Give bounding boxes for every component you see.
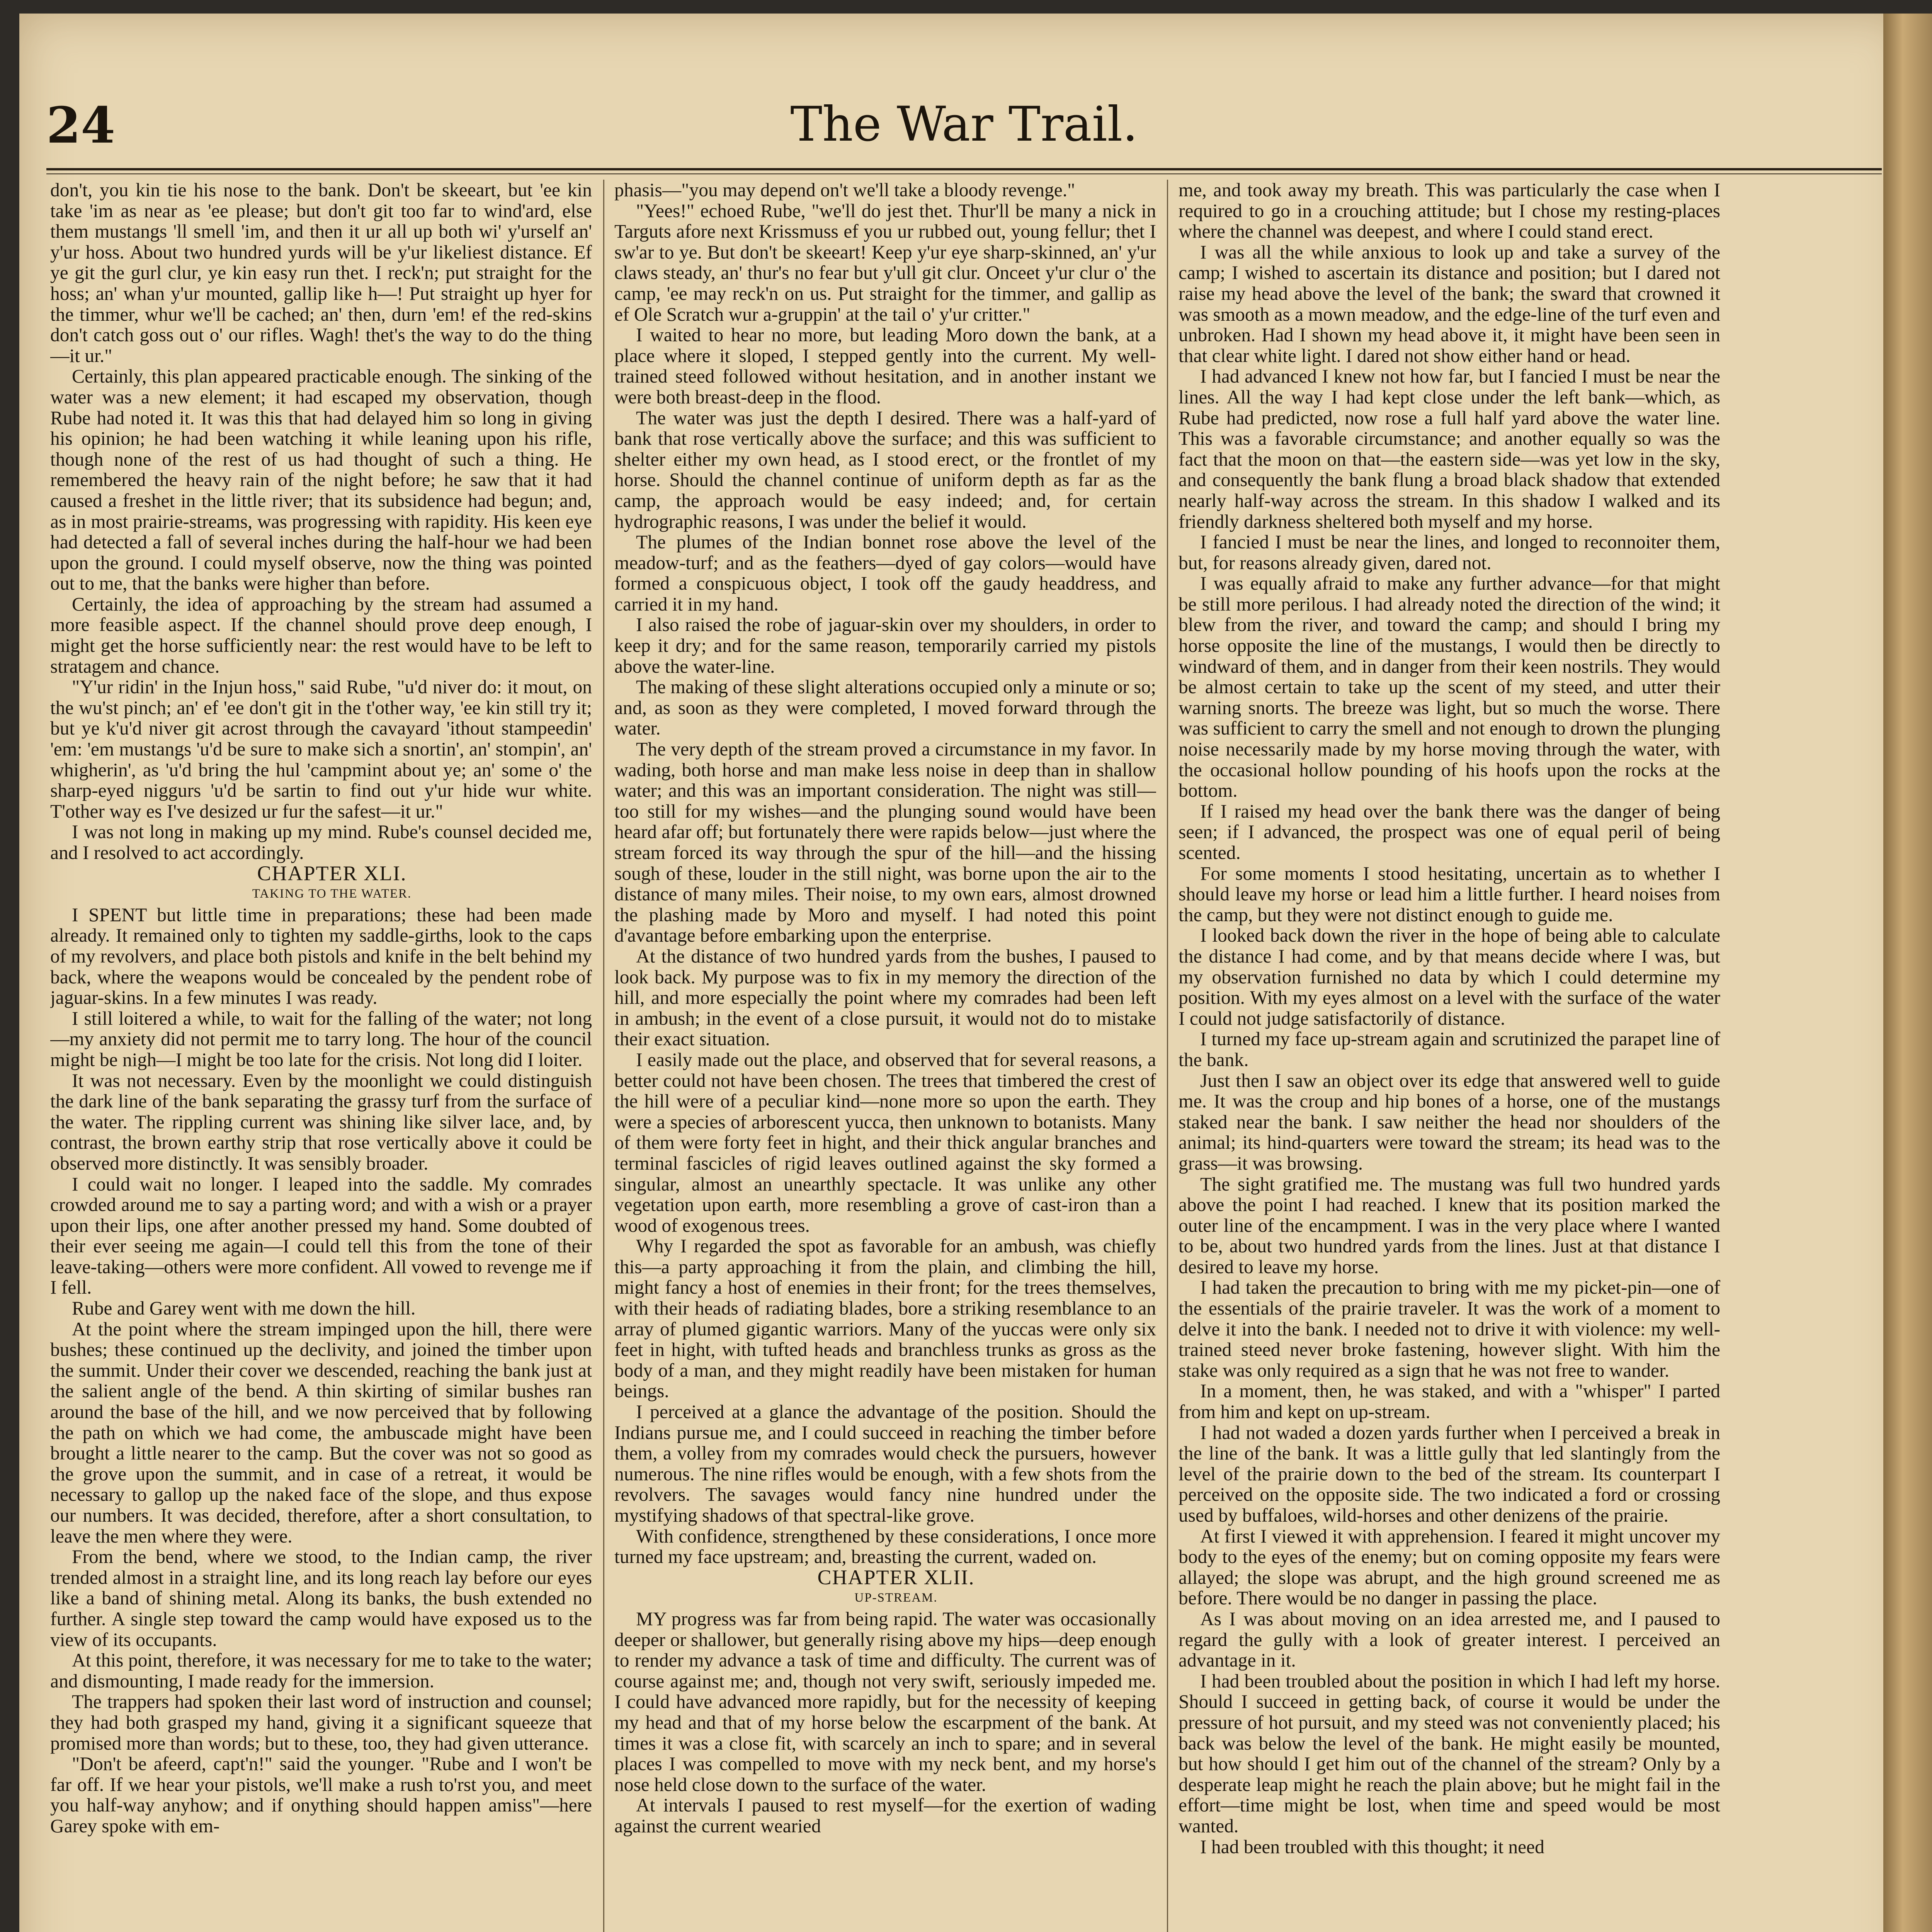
paragraph: don't, you kin tie his nose to the bank. Don't be skeeart, but 'ee kin take 'im as near as 'ee please; but don't git too far to wind'ard, else them mustangs 'll smell 'im, and then it ur all up both wi' y'urself an' y'ur hoss. About two hundred yurds will be y'ur likeliest distance. Ef ye git the gurl clur, ye kin easy run thet. I reck'n; put straight for the hoss; an' whan y'ur mounted, gallip like h—! Put straight up hyer for the timmer, whur we'll be cached; an' then, durn 'em! ef the red-skins don't catch goss out o' our rifles. Wagh! thet's the way to do the thing—it ur." [50,180,592,366]
header-rule [46,168,1882,174]
paragraph: I had taken the precaution to bring with me my picket-pin—one of the essentials of the prairie traveler. It was the work of a moment to delve it into the bank. I needed not to drive it with violence: my well-trained steed never broke fastening, however slight. With him the stake was only required as a sign that he was not free to wander. [1179,1277,1720,1381]
paragraph: The plumes of the Indian bonnet rose above the level of the meadow-turf; and as the feathers—dyed of gay colors—would have formed a conspicuous object, I took off the gaudy headdress, and carried it in my hand. [614,531,1156,615]
paragraph: At the distance of two hundred yards from the bushes, I paused to look back. My purpose was to fix in my memory the direction of the hill, and more especially the point where my comrades had been left in ambush; in the event of a close pursuit, it would not do to mistake their exact situation. [614,945,1156,1050]
paragraph: The trappers had spoken their last word of instruction and counsel; they had both grasped my hand, giving it a significant squeeze that promised more than words; but to these, too, they had given utterance. [50,1691,592,1754]
paragraph: "Don't be afeerd, capt'n!" said the younger. "Rube and I won't be far off. If we hear your pistols, we'll make a rush to'rst you, and meet you half-way anyhow; and if onything should happen amiss"—here Garey spoke with em- [50,1753,592,1837]
paragraph: I was equally afraid to make any further advance—for that might be still more perilous. I had already noted the direction of the wind; it blew from the river, and toward the camp; and should I bring my horse opposite the line of the mustangs, I would then be directly to windward of them, and in danger from their keen nostrils. They would be almost certain to take up the scent of my steed, and utter their warning snorts. The breeze was light, but so much the worse. There was sufficient to carry the smell and not enough to drown the plunging noise necessarily made by my horse moving through the water, with the occasional hollow pounding of his hoofs upon the rocks at the bottom. [1179,573,1720,801]
paragraph: The water was just the depth I desired. There was a half-yard of bank that rose vertically above the surface; and this was sufficient to shelter either my own head, as I stood erect, or the frontlet of my horse. Should the channel continue of uniform depth as far as the camp, the approach would be easy indeed; and, for certain hydrographic reasons, I was under the belief it would. [614,407,1156,532]
paragraph: phasis—"you may depend on't we'll take a bloody revenge." [614,180,1075,201]
paragraph: In a moment, then, he was staked, and with a "whisper" I parted from him and kept on up-stream. [1179,1380,1720,1423]
paragraph: At first I viewed it with apprehension. I feared it might uncover my body to the eyes of the enemy; but on coming opposite my fears were allayed; the slope was abrupt, and the high ground screened me as before. There would be no danger in passing the place. [1179,1525,1720,1609]
page-header [46,97,1882,170]
paragraph: I still loitered a while, to wait for the falling of the water; not long—my anxiety did not permit me to tarry long. The hour of the council might be nigh—I might be too late for the crisis. Not long did I loiter. [50,1007,592,1070]
paragraph: The sight gratified me. The mustang was full two hundred yards above the point I had reached. I knew that its position marked the outer line of the encampment. I was in the very place where I wanted to be, about two hundred yards from the lines. Just at that distance I desired to leave my horse. [1179,1173,1720,1277]
column-divider [603,180,604,1932]
chapter-subtitle: UP-STREAM. [854,1591,938,1605]
paragraph: I SPENT but little time in preparations; these had been made already. It remained only to tighten my saddle-girths, look to the caps of my revolvers, and place both pistols and knife in the belt behind my back, where the weapons would be concealed by the pendent robe of jaguar-skins. In a few minutes I was ready. [50,904,592,1009]
paragraph: I had advanced I knew not how far, but I fancied I must be near the lines. All the way I had kept close under the left bank—which, as Rube had predicted, now rose a full half yard above the water line. This was a favorable circumstance; and another equally so was the fact that the moon on that—the eastern side—was yet low in the sky, and consequently the bank flung a broad black shadow that extended nearly half-way across the stream. In this shadow I walked and its friendly darkness sheltered both myself and my horse. [1179,366,1720,532]
paragraph: It was not necessary. Even by the moonlight we could distinguish the dark line of the bank separating the grassy turf from the surface of the water. The rippling current was shining like silver lace, and, by contrast, the brown earthy strip that rose vertically above it could be observed more distinctly. It was sensibly broader. [50,1070,592,1174]
paragraph: I turned my face up-stream again and scrutinized the parapet line of the bank. [1179,1028,1720,1070]
chapter-heading: CHAPTER XLII. [817,1565,975,1589]
paragraph: The making of these slight alterations occupied only a minute or so; and, as soon as they were completed, I moved forward through the water. [614,676,1156,739]
paragraph: With confidence, strengthened by these considerations, I once more turned my face upstream; and, breasting the current, waded on. [614,1525,1156,1568]
paragraph: I looked back down the river in the hope of being able to calculate the distance I had come, and by that means decide where I was, but my observation furnished no data by which I could determine my position. With my eyes almost on a level with the surface of the water I could not judge satisfactorily of distance. [1179,925,1720,1029]
paragraph: From the bend, where we stood, to the Indian camp, the river trended almost in a straight line, and its long reach lay before our eyes like a band of shining metal. Along its banks, the bush extended no further. A single step toward the camp would have exposed us to the view of its occupants. [50,1546,592,1650]
paragraph: "Y'ur ridin' in the Injun hoss," said Rube, "u'd niver do: it mout, on the wu'st pinch; an' ef 'ee don't git in the t'other way, 'ee kin still try it; but ye k'u'd niver git acrost through the cavayard 'ithout stampeedin' 'em: 'em mustangs 'u'd be sure to make sich a snortin', an' stompin', an' whigherin', as 'u'd bring the hul 'campmint about ye; an' some o' the sharp-eyed niggurs 'u'd be sartin to find out y'ur hide wur white. T'other way es I've desized ur fur the safest—it ur." [50,676,592,822]
paragraph: me, and took away my breath. This was particularly the case when I required to go in a crouching attitude; but I chose my resting-places where the channel was deepest, and where I could stand erect. [1179,180,1720,242]
text-column-3 [1179,180,1720,1932]
paragraph: As I was about moving on an idea arrested me, and I paused to regard the gully with a look of greater interest. I perceived an advantage in it. [1179,1608,1720,1671]
book-spine-edge [1883,14,1932,1932]
paragraph: If I raised my head over the bank there was the danger of being seen; if I advanced, the prospect was one of equal peril of being scented. [1179,800,1720,863]
paragraph: Certainly, this plan appeared practicable enough. The sinking of the water was a new element; it had escaped my observation, though Rube had noted it. It was this that had delayed him so long in giving his opinion; he had been watching it while leaning upon his rifle, though none of the rest of us had thought of such a thing. He remembered the heavy rain of the night before; he saw that it had caused a freshet in the little river; that its subsidence had begun; and, as in most prairie-streams, was progressing with rapidity. His keen eye had detected a fall of several inches during the half-hour we had been upon the ground. I could myself observe, now the thing was pointed out to me, that the banks were higher than before. [50,366,592,594]
paragraph: I had been troubled with this thought; it need [1200,1836,1544,1857]
paragraph: I also raised the robe of jaguar-skin over my shoulders, in order to keep it dry; and for the same reason, temporarily carried my pistols above the water-line. [614,614,1156,677]
chapter-heading: CHAPTER XLI. [257,861,407,885]
paragraph: At this point, therefore, it was necessary for me to take to the water; and dismounting, I made ready for the immersion. [50,1650,592,1692]
chapter-subtitle: TAKING TO THE WATER. [252,887,412,901]
paragraph: Why I regarded the spot as favorable for an ambush, was chiefly this—a party approaching it from the plain, and climbing the hill, might fancy a host of enemies in their front; for the trees themselves, with their heads of radiating blades, bore a striking resemblance to an array of plumed gigantic warriors. Many of the yuccas were only six feet in hight, with tufted heads and branchless trunks as gross as the body of a man, and they might readily have been mistaken for human beings. [614,1235,1156,1402]
paragraph: At intervals I paused to rest myself—for the exertion of wading against the current wearied [614,1794,1156,1837]
paragraph: I fancied I must be near the lines, and longed to reconnoiter them, but, for reasons already given, dared not. [1179,531,1720,573]
paragraph: The very depth of the stream proved a circumstance in my favor. In wading, both horse and man make less noise in deep than in shallow water; and this was an important consideration. The night was still—too still for my wishes—and the plunging sound would have been heard afar off; but fortunately there were rapids below—just where the stream forced its way through the spur of the hill—and the hissing sough of these, louder in the still night, was borne upon the air to the distance of many miles. Their noise, to my own ears, almost drowned the plashing made by Moro and myself. I had noted this point d'avantage before embarking upon the enterprise. [614,738,1156,946]
paragraph: MY progress was far from being rapid. The water was occasionally deeper or shallower, but generally rising above my hips—deep enough to render my advance a task of time and difficulty. The current was of course against me; and, though not very swift, seriously impeded me. I could have advanced more rapidly, but for the necessity of keeping my head and that of my horse below the escarpment of the bank. At times it was a close fit, with scarcely an inch to spare; and in several places I was compelled to move with my neck bent, and my horse's nose held close down to the surface of the water. [614,1608,1156,1795]
paragraph: I easily made out the place, and observed that for several reasons, a better could not have been chosen. The trees that timbered the crest of the hill were of a peculiar kind—none more so upon the earth. They were a species of arborescent yucca, then unknown to botanists. Many of them were forty feet in hight, and their thick angular branches and terminal fascicles of rigid leaves outlined against the sky formed a singular, almost an unearthly spectacle. It was unlike any other vegetation upon earth, more resembling a grove of cast-iron than a wood of exogenous trees. [614,1049,1156,1236]
text-column-1 [50,180,592,1932]
paragraph: Certainly, the idea of approaching by the stream had assumed a more feasible aspect. If the channel should prove deep enough, I might get the horse sufficiently near: the rest would have to be left to stratagem and chance. [50,593,592,677]
page-number: 24 [46,97,116,155]
paragraph: I was not long in making up my mind. Rube's counsel decided me, and I resolved to act accordingly. [50,821,592,863]
column-divider [1167,180,1168,1932]
paragraph: Just then I saw an object over its edge that answered well to guide me. It was the croup and hip bones of a horse, one of the mustangs staked near the bank. I saw neither the head nor shoulders of the animal; its hind-quarters were toward the stream; its head was to the grass—it was browsing. [1179,1070,1720,1174]
text-column-2 [614,180,1156,1932]
paragraph: "Yees!" echoed Rube, "we'll do jest thet. Thur'll be many a nick in Targuts afore next Krissmuss ef you ur rubbed out, young fellur; thet I sw'ar to ye. But don't be skeeart! Keep y'ur eye sharp-skinned, an' y'ur claws steady, an' thur's no fear but y'ull git clur. Onceet y'ur clur o' the camp, 'ee may reck'n on us. Put straight for the timmer, and gallip as ef Ole Scratch wur a-gruppin' at the tail o' y'ur critter." [614,200,1156,325]
running-title: The War Trail. [790,97,1138,152]
paragraph: I had not waded a dozen yards further when I perceived a break in the line of the bank. It was a little gully that led slantingly from the level of the prairie down to the bed of the stream. Its counterpart I perceived on the opposite side. The two indicated a ford or crossing used by buffaloes, wild-horses and other denizens of the prairie. [1179,1422,1720,1526]
paragraph: I had been troubled about the position in which I had left my horse. Should I succeed in getting back, of course it would be under the pressure of hot pursuit, and my steed was not conveniently placed; his back was below the level of the bank. He might easily be mounted, but how should I get him out of the channel of the stream? Only by a desperate leap might he reach the plain above; but he might fail in the effort—time might be lost, when time and speed would be most wanted. [1179,1670,1720,1837]
paragraph: I could wait no longer. I leaped into the saddle. My comrades crowded around me to say a parting word; and with a wish or a prayer upon their lips, one after another pressed my hand. Some doubted of their ever seeing me again—I could tell this from the tone of their leave-taking—others were more confident. All vowed to revenge me if I fell. [50,1173,592,1298]
paragraph: At the point where the stream impinged upon the hill, there were bushes; these continued up the declivity, and joined the timber upon the summit. Under their cover we descended, reaching the bank just at the salient angle of the bend. A thin skirting of similar bushes ran around the base of the hill, and we now perceived that by following the path on which we had come, the ambuscade might have been brought a little nearer to the camp. But the cover was not so good as the grove upon the summit, and in case of a retreat, it would be necessary to gallop up the naked face of the slope, and thus expose our numbers. It was decided, therefore, after a short consultation, to leave the men where they were. [50,1318,592,1547]
paragraph: For some moments I stood hesitating, uncertain as to whether I should leave my horse or lead him a little further. I heard noises from the camp, but they were not distinct enough to guide me. [1179,862,1720,925]
paragraph: I was all the while anxious to look up and take a survey of the camp; I wished to ascertain its distance and position; but I dared not raise my head above the level of the bank; the sward that crowned it was smooth as a mown meadow, and the edge-line of the turf even and unbroken. Had I shown my head above it, it might have been seen in that clear white light. I dared not show either hand or head. [1179,241,1720,366]
paragraph: Rube and Garey went with me down the hill. [72,1298,416,1319]
paragraph: I perceived at a glance the advantage of the position. Should the Indians pursue me, and I could succeed in reaching the timber before them, a volley from my comrades would check the pursuers, however numerous. The nine rifles would be enough, with a few shots from the revolvers. The savages would fancy nine hundred under the mystifying shadows of that spectral-like grove. [614,1401,1156,1526]
paragraph: I waited to hear no more, but leading Moro down the bank, at a place where it sloped, I stepped gently into the current. My well-trained steed followed without hesitation, and in another instant we were both breast-deep in the flood. [614,324,1156,408]
newspaper-page [19,14,1909,1932]
